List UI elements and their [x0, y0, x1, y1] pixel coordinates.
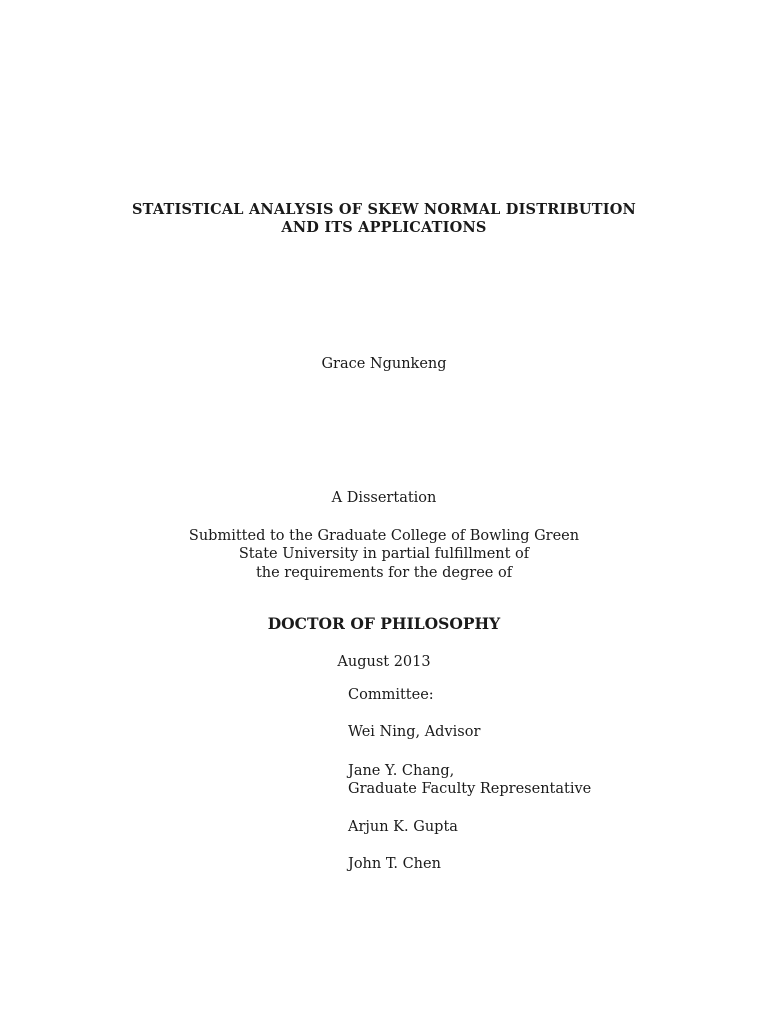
- submission-statement-line-3: the requirements for the degree of: [255, 565, 513, 581]
- committee-member-advisor: Wei Ning, Advisor: [348, 724, 481, 740]
- dissertation-title-line-2: AND ITS APPLICATIONS: [281, 219, 487, 236]
- committee-heading: Committee:: [348, 687, 434, 703]
- submission-statement-line-1: Submitted to the Graduate College of Bowling Green: [188, 528, 580, 544]
- committee-member-representative: Jane Y. Chang,: [348, 763, 455, 779]
- submission-date: August 2013: [337, 654, 431, 670]
- document-type: A Dissertation: [331, 490, 437, 506]
- committee-member-representative-role: Graduate Faculty Representative: [348, 781, 592, 797]
- author-name: Grace Ngunkeng: [321, 356, 447, 372]
- submission-statement-line-2: State University in partial fulfillment of: [238, 546, 530, 562]
- degree-name: DOCTOR OF PHILOSOPHY: [267, 614, 501, 633]
- dissertation-title-line-1: STATISTICAL ANALYSIS OF SKEW NORMAL DISTRIBUTION: [131, 201, 637, 218]
- committee-member: Arjun K. Gupta: [348, 819, 458, 835]
- committee-member: John T. Chen: [348, 856, 441, 872]
